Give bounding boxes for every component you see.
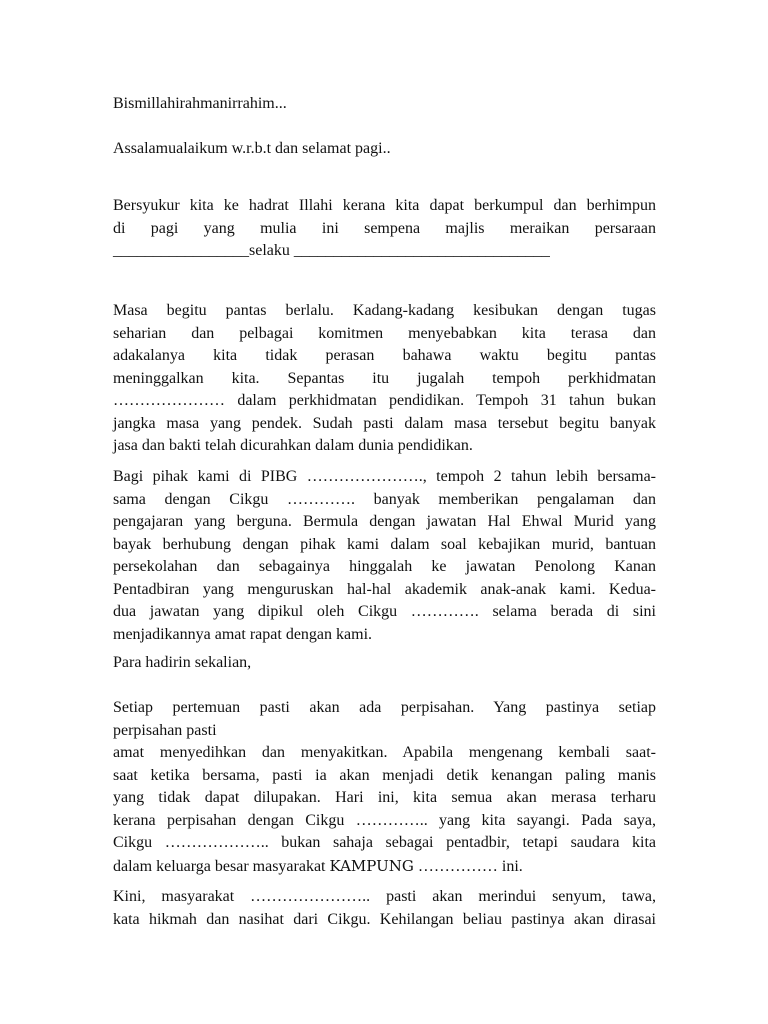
paragraph-line: ………………… dalam perkhidmatan pendidikan. Tempoh 31 tahun bukan <box>113 392 656 409</box>
paragraph-line: Bagi pihak kami di PIBG …………………., tempoh 2 tahun lebih bersama- <box>113 468 656 485</box>
paragraph-line: Setiap pertemuan pasti akan ada perpisahan. Yang pastinya setiap <box>113 699 656 716</box>
line-text: …………… ini. <box>413 857 523 875</box>
intro-line: Bersyukur kita ke hadrat Illahi kerana kita dapat berkumpul dan berhimpun <box>113 197 656 214</box>
paragraph-line: menjadikannya amat rapat dengan kami. <box>113 625 373 643</box>
paragraph-perpisahan <box>113 697 656 878</box>
paragraph-line: seharian dan pelbagai komitmen menyebabkan kita terasa dan <box>113 324 656 342</box>
paragraph-line: Pentadbiran yang menguruskan hal-hal akademik anak-anak kami. Kedua- <box>113 580 656 598</box>
paragraph-line: persekolahan dan sebagainya hinggalah ke jawatan Penolong Kanan <box>113 558 656 575</box>
paragraph-line: dua jawatan yang dipikul oleh Cikgu …………. selama berada di sini <box>113 603 656 620</box>
paragraph-line: perpisahan pasti <box>113 721 217 739</box>
paragraph-line: Cikgu ……………….. bukan sahaja sebagai pentadbir, tetapi saudara kita <box>113 834 656 851</box>
intro-line: di pagi yang mulia ini sempena majlis meraikan persaraan <box>113 219 656 237</box>
paragraph-masa-berlalu <box>113 300 656 458</box>
paragraph-line: yang tidak dapat dilupakan. Hari ini, kita semua akan merasa terharu <box>113 789 656 806</box>
paragraph-line: kerana perpisahan dengan Cikgu ………….. yang kita sayangi. Pada saya, <box>113 811 656 829</box>
intro-paragraph <box>113 195 656 263</box>
paragraph-kini <box>113 886 656 931</box>
paragraph-line: jasa dan bakti telah dicurahkan dalam dunia pendidikan. <box>113 437 473 454</box>
salam-line: Assalamualaikum w.r.b.t dan selamat pagi.. <box>113 140 391 157</box>
paragraph-pibg <box>113 466 656 646</box>
paragraph-line: kata hikmah dan nasihat dari Cikgu. Kehilangan beliau pastinya akan dirasai <box>113 910 656 928</box>
kampung-word: KAMPUNG <box>329 856 414 875</box>
paragraph-line: Kini, masyarakat ………………….. pasti akan merindui senyum, tawa, <box>113 888 656 905</box>
paragraph-line: pengajaran yang berguna. Bermula dengan jawatan Hal Ehwal Murid yang <box>113 513 656 530</box>
line-text: dalam keluarga besar masyarakat <box>113 857 330 875</box>
paragraph-line: meninggalkan kita. Sepantas itu jugalah tempoh perkhidmatan <box>113 369 656 387</box>
paragraph-line: sama dengan Cikgu …………. banyak memberikan pengalaman dan <box>113 490 656 508</box>
paragraph-line: amat menyedihkan dan menyakitkan. Apabila mengenang kembali saat- <box>113 744 656 761</box>
paragraph-line: jangka masa yang pendek. Sudah pasti dalam masa tersebut begitu banyak <box>113 414 656 432</box>
paragraph-line <box>113 855 656 879</box>
paragraph-line: adakalanya kita tidak perasan bahawa waktu begitu pantas <box>113 347 656 364</box>
paragraph-line: bayak berhubung dengan pihak kami dalam soal kebajikan murid, bantuan <box>113 535 656 553</box>
address-line: Para hadirin sekalian, <box>113 654 252 671</box>
intro-line: _________________selaku ________________________________ <box>113 242 550 259</box>
paragraph-line: Masa begitu pantas berlalu. Kadang-kadang kesibukan dengan tugas <box>113 302 656 319</box>
paragraph-line: saat ketika bersama, pasti ia akan menjadi detik kenangan paling manis <box>113 766 656 784</box>
greeting-line: Bismillahirahmanirrahim... <box>113 95 287 112</box>
